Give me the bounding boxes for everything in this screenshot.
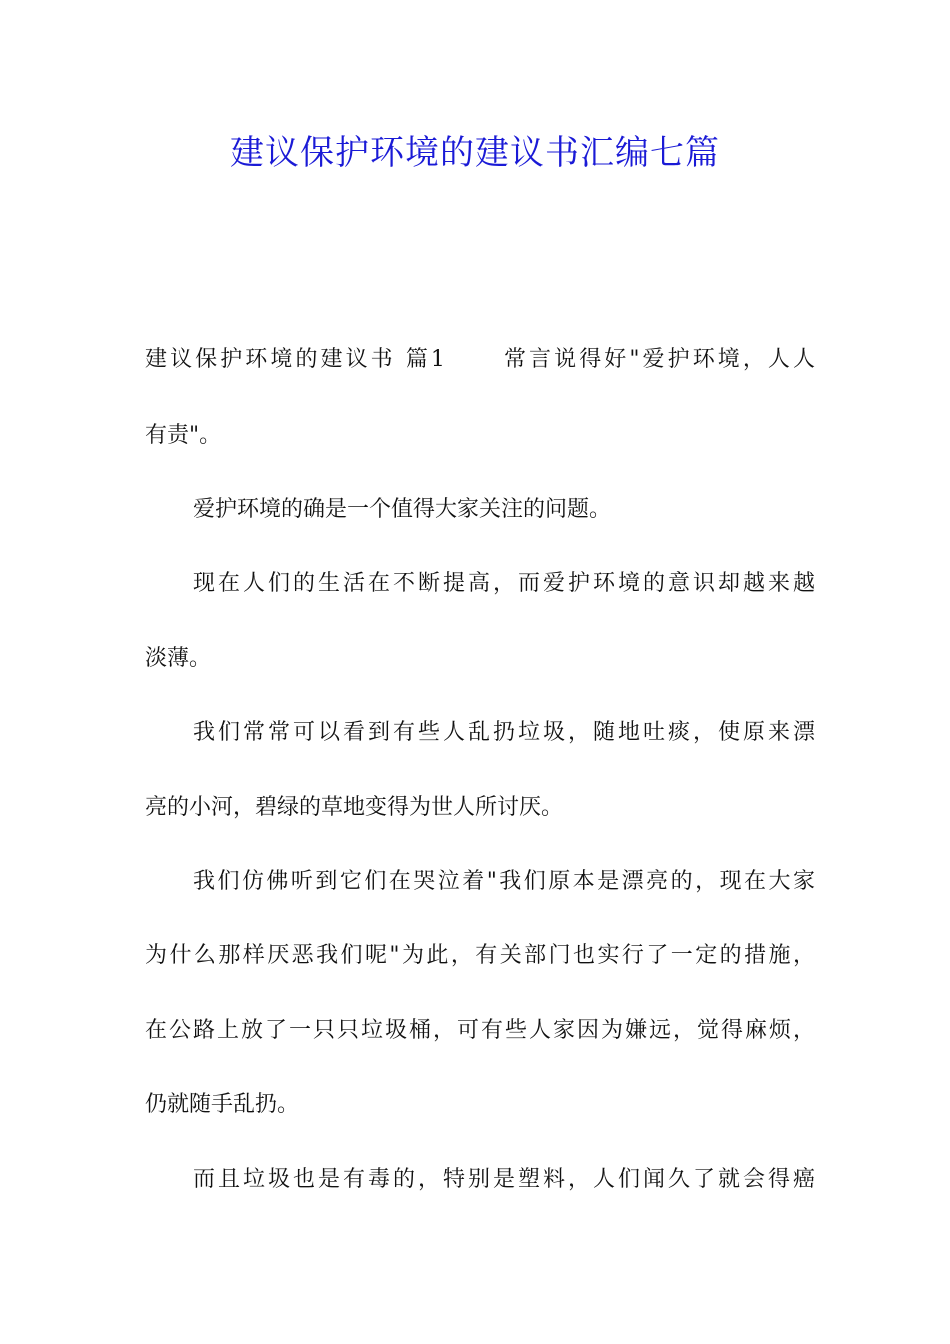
body-line-10: 在公路上放了一只只垃圾桶，可有些人家因为嫌远，觉得麻烦， [145, 1018, 815, 1043]
body-line-9: 为什么那样厌恶我们呢"为此，有关部门也实行了一定的措施， [145, 943, 815, 968]
body-line-4: 现在人们的生活在不断提高，而爱护环境的意识却越来越 [193, 571, 815, 596]
body-line-11: 仍就随手乱扔。 [145, 1092, 300, 1117]
body-line-5: 淡薄。 [145, 646, 212, 671]
body-line-12: 而且垃圾也是有毒的，特别是塑料，人们闻久了就会得癌 [193, 1167, 815, 1192]
body-line-2: 有责"。 [145, 423, 222, 448]
body-text: 常言说得好"爱护环境，人人 [500, 347, 816, 372]
body-line-7: 亮的小河，碧绿的草地变得为世人所讨厌。 [145, 795, 564, 820]
section-heading: 建议保护环境的建议书 篇1 [145, 347, 445, 372]
document-title: 建议保护环境的建议书汇编七篇 [230, 133, 720, 173]
body-line-3: 爱护环境的确是一个值得大家关注的问题。 [193, 497, 612, 522]
body-line-8: 我们仿佛听到它们在哭泣着"我们原本是漂亮的，现在大家 [193, 869, 815, 894]
body-line-6: 我们常常可以看到有些人乱扔垃圾，随地吐痰，使原来漂 [193, 720, 815, 745]
body-line-1 [145, 342, 815, 378]
